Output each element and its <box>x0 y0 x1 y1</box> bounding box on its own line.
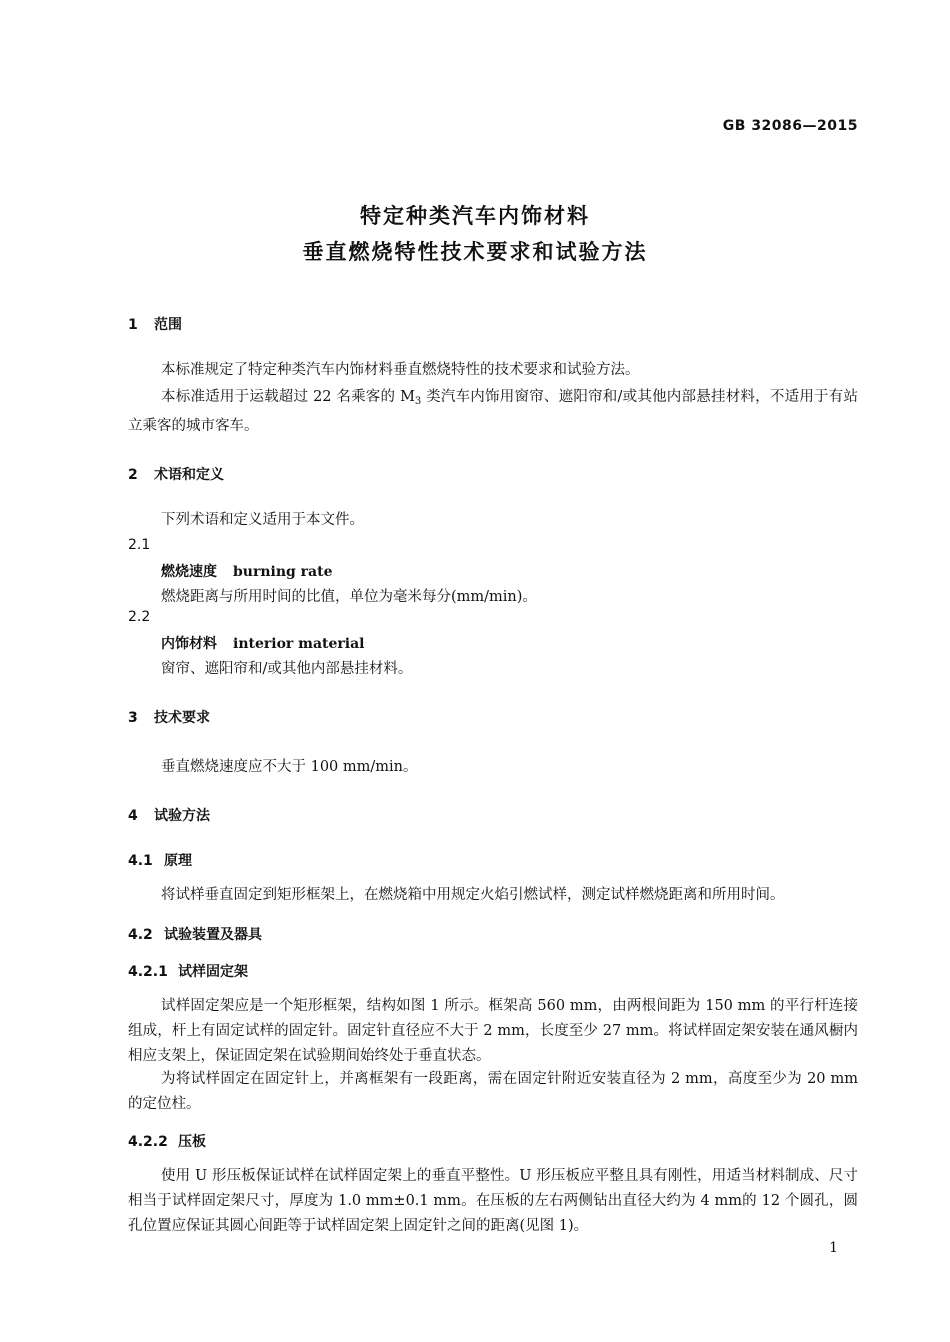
term-2-2 <box>161 633 365 653</box>
section-title: 技术要求 <box>154 710 210 726</box>
term-english: interior material <box>233 636 365 652</box>
section-title: 范围 <box>154 317 182 333</box>
section-4-2-heading <box>128 924 262 944</box>
title-line-1: 特定种类汽车内饰材料 <box>360 204 590 228</box>
term-2-2-definition: 窗帘、遮阳帘和/或其他内部悬挂材料。 <box>161 661 413 677</box>
term-number-2-2: 2.2 <box>128 609 151 625</box>
term-2-1-definition: 燃烧距离与所用时间的比值，单位为毫米每分(mm/min)。 <box>161 589 537 605</box>
section-2-heading <box>128 464 224 484</box>
section-4-1-heading <box>128 850 192 870</box>
paragraph-text-b: 类汽车内饰用窗帘、遮阳帘和/或其他内部悬挂材料，不适用于有站立乘客的城市客车。 <box>128 389 858 434</box>
page-number: 1 <box>829 1240 838 1256</box>
term-chinese: 内饰材料 <box>161 636 217 652</box>
standard-code: GB 32086—2015 <box>722 118 858 134</box>
section-title: 试验方法 <box>154 808 210 824</box>
vehicle-class-subscript: 3 <box>414 396 422 407</box>
section-number: 4.1 <box>128 853 153 869</box>
section-3-heading <box>128 707 210 727</box>
section-title: 压板 <box>178 1134 206 1150</box>
section-4-heading <box>128 805 210 825</box>
section-title: 试验装置及器具 <box>164 927 262 943</box>
section-title: 试样固定架 <box>178 964 248 980</box>
term-english: burning rate <box>233 564 333 580</box>
section-4-2-1-heading <box>128 961 248 981</box>
paragraph-text-a: 本标准适用于运载超过 22 名乘客的 M <box>161 389 415 405</box>
section-1-paragraph-2 <box>128 385 858 439</box>
term-chinese: 燃烧速度 <box>161 564 217 580</box>
section-2-intro: 下列术语和定义适用于本文件。 <box>161 512 364 528</box>
section-number: 4.2.2 <box>128 1134 168 1150</box>
section-number: 1 <box>128 317 138 333</box>
section-4-2-1-paragraph-2: 为将试样固定在固定针上，并离框架有一段距离，需在固定针附近安装直径为 2 mm，高度至少为 20 mm 的定位柱。 <box>128 1071 858 1112</box>
section-number: 2 <box>128 467 138 483</box>
section-title: 术语和定义 <box>154 467 224 483</box>
section-number: 4.2.1 <box>128 964 168 980</box>
section-4-2-2-paragraph: 使用 U 形压板保证试样在试样固定架上的垂直平整性。U 形压板应平整且具有刚性，用适当材料制成、尺寸相当于试样固定架尺寸，厚度为 1.0 mm±0.1 mm。在压板的左右两侧钻出直径大约为 4 mm的 12 个圆孔，圆孔位置应保证其圆心间距等于试样固定架上固定针之间的距离(见图 1)。 <box>128 1168 858 1234</box>
section-4-1-paragraph: 将试样垂直固定到矩形框架上，在燃烧箱中用规定火焰引燃试样，测定试样燃烧距离和所用时间。 <box>161 887 785 903</box>
title-line-2: 垂直燃烧特性技术要求和试验方法 <box>302 240 648 264</box>
section-3-paragraph: 垂直燃烧速度应不大于 100 mm/min。 <box>161 759 418 775</box>
term-number-2-1: 2.1 <box>128 537 151 553</box>
section-number: 4.2 <box>128 927 153 943</box>
section-number: 4 <box>128 808 138 824</box>
section-4-2-2-heading <box>128 1131 206 1151</box>
term-2-1 <box>161 561 333 581</box>
section-title: 原理 <box>164 853 192 869</box>
section-number: 3 <box>128 710 138 726</box>
section-4-2-1-paragraph-1: 试样固定架应是一个矩形框架，结构如图 1 所示。框架高 560 mm，由两根间距为 150 mm 的平行杆连接组成，杆上有固定试样的固定针。固定针直径应不大于 2 mm，长度至少 27 mm。将试样固定架安装在通风橱内相应支架上，保证固定架在试验期间始终处于垂直状态。 <box>128 998 858 1064</box>
section-1-paragraph-1: 本标准规定了特定种类汽车内饰材料垂直燃烧特性的技术要求和试验方法。 <box>161 362 640 378</box>
section-1-heading <box>128 314 182 334</box>
